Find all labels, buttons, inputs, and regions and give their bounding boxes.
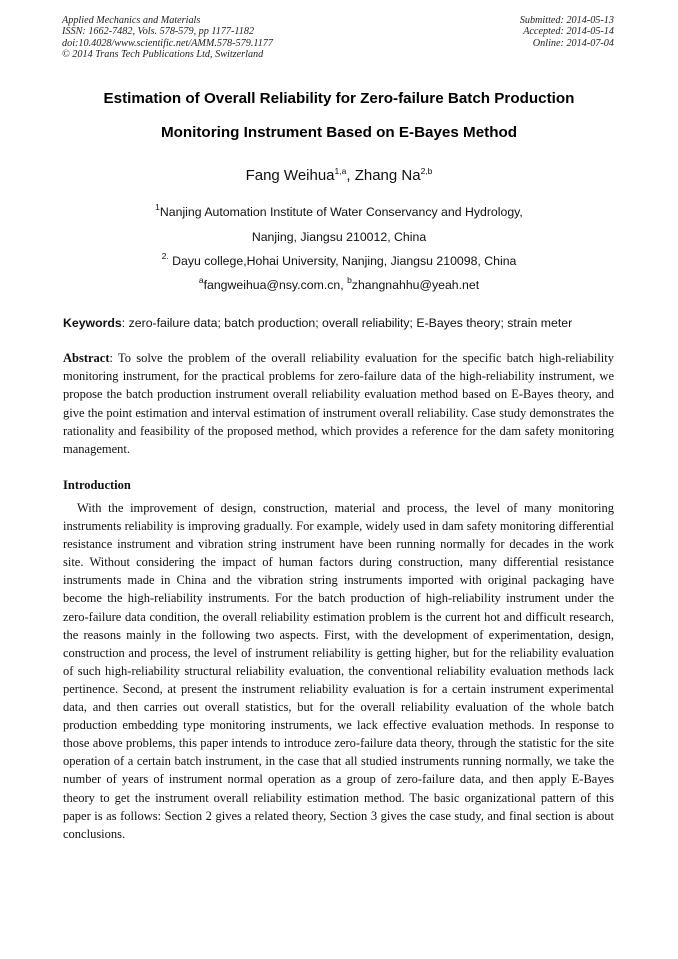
affiliation-text: Dayu college,Hohai University, Nanjing, Jiangsu 210098, China [172, 254, 517, 268]
author-emails [40, 275, 638, 292]
author-name: Fang Weihua [245, 167, 335, 184]
submission-dates [520, 15, 614, 49]
introduction-paragraph: With the improvement of design, construction, material and process, the level of many monitoring instruments reliability is improving gradually. For example, widely used in dam safety monitoring differential resistance instrument and vibration string instrument have been running normally for decades in the work site. Without considering the impact of human factors during construction, many differential resistance instruments made in China and the vibration string instruments imported with original packaging have become the high-reliability instruments. For the batch production of high-reliability instrument under the zero-failure data condition, the overall reliability estimation problem is the current hot and difficult research, the reasons mainly in the following two aspects. First, with the development of experimentation, design, construction and process, the level of instrument reliability is getting higher, but for the reliability evaluation of such high-reliability structural reliability evaluation, the conventional reliability evaluation methods lack pertinence. Second, at present the instrument reliability evaluation is for a certain instrument experimental data, and then carries out overall statistics, but for the overall reliability evaluation of the whole batch production embedding type monitoring instruments, we lack effective evaluation methods. In response to those above problems, this paper intends to introduce zero-failure data theory, through the statistic for the site operation of a certain batch instrument, in the case that all studied instruments running normally, we take the number of years of instrument normal operation as a group of zero-failure data, and then apply E-Bayes theory to get the instrument overall reliability estimation method. The basic organizational pattern of this paper is as follows: Section 2 gives a related theory, Section 3 gives the case study, and final section is about conclusions. [63, 501, 614, 841]
journal-issn: ISSN: 1662-7482, Vols. 578-579, pp 1177-1182 [62, 26, 255, 38]
affiliation-superscript: 2. [161, 251, 169, 261]
journal-header [62, 15, 273, 61]
email-superscript: b [347, 275, 352, 285]
author-superscript: 1,a [334, 166, 347, 176]
abstract-text: : To solve the problem of the overall reliability evaluation for the specific batch high-reliability monitoring instrument, for the practical problems for zero-failure data of the high-reliability instrument, we propose the batch production instrument overall reliability evaluation method based on E-Bayes theory, and give the point estimation and interval estimation of instrument overall reliability. Case study demonstrates the rationality and feasibility of the proposed method, which provides a reference for the dam safety monitoring management. [63, 351, 614, 457]
paper-title-line-2: Monitoring Instrument Based on E-Bayes Method [160, 124, 518, 141]
paper-title-line-1: Estimation of Overall Reliability for Zero-failure Batch Production [103, 90, 575, 107]
section-heading-introduction: Introduction [63, 478, 131, 492]
online-date: Online: 2014-07-04 [532, 37, 614, 49]
accepted-date: Accepted: 2014-05-14 [523, 26, 614, 38]
journal-doi[interactable]: doi:10.4028/www.scientific.net/AMM.578-579.1177 [62, 37, 273, 49]
email-a[interactable]: fangweihua@nsy.com.cn, [203, 278, 348, 292]
affiliation-1-line-2: Nanjing, Jiangsu 210012, China [251, 230, 427, 244]
abstract-paragraph [63, 349, 614, 458]
journal-name: Applied Mechanics and Materials [62, 15, 201, 26]
affiliation-1-line-1 [40, 202, 638, 219]
author-superscript: 2,b [420, 166, 433, 176]
abstract-label: Abstract [63, 351, 110, 365]
journal-copyright: © 2014 Trans Tech Publications Ltd, Switzerland [62, 49, 264, 61]
affiliation-text: Nanjing Automation Institute of Water Conservancy and Hydrology, [159, 205, 523, 219]
keywords-line [63, 316, 623, 330]
submitted-date: Submitted: 2014-05-13 [519, 15, 614, 26]
author-separator: , [346, 167, 355, 184]
keywords-label: Keywords [63, 316, 122, 330]
affiliation-superscript: 1 [155, 202, 160, 212]
author-name: Zhang Na [354, 167, 421, 184]
keywords-text: : zero-failure data; batch production; overall reliability; E-Bayes theory; strain meter [121, 316, 573, 330]
author-list [40, 167, 638, 184]
email-superscript: a [198, 275, 204, 285]
email-b[interactable]: zhangnahhu@yeah.net [351, 278, 480, 292]
affiliation-2 [40, 251, 638, 268]
